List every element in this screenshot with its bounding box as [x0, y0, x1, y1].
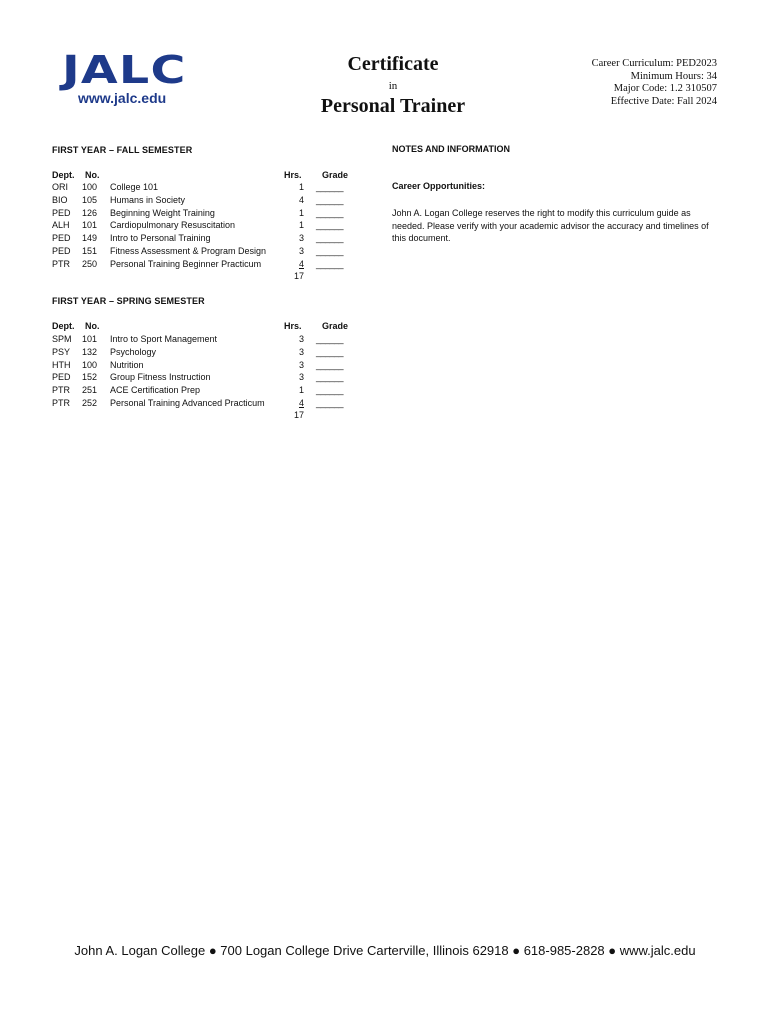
- course-grade-blank: ______: [316, 346, 344, 357]
- course-dept: PTR: [52, 258, 70, 269]
- course-row: [52, 219, 372, 232]
- course-number: 149: [82, 233, 98, 244]
- course-dept: ALH: [52, 220, 70, 231]
- footer-contact: John A. Logan College ● 700 Logan College Drive Carterville, Illinois 62918 ● 618-985-2828 ● www.jalc.edu: [74, 943, 696, 958]
- course-grade-blank: ______: [316, 398, 344, 408]
- course-hours: 1: [298, 385, 304, 396]
- logo-url: www.jalc.edu: [78, 90, 167, 106]
- course-row: [52, 181, 372, 194]
- course-grade-blank: ______: [316, 372, 344, 383]
- fall-total-hours: 17: [293, 271, 304, 281]
- course-dept: PED: [52, 207, 71, 218]
- course-grade-blank: ______: [316, 233, 344, 244]
- course-hours: 4: [298, 194, 304, 205]
- course-hours: 1: [298, 182, 304, 192]
- course-number: 250: [82, 258, 98, 269]
- meta-effective-date: Effective Date: Fall 2024: [610, 95, 717, 107]
- course-title: Beginning Weight Training: [110, 207, 215, 218]
- course-dept: PED: [52, 233, 71, 244]
- course-row: [52, 245, 372, 258]
- course-hours: 3: [298, 334, 304, 344]
- col-no: No.: [85, 170, 100, 180]
- course-title: Personal Training Advanced Practicum: [110, 398, 265, 408]
- course-grade-blank: ______: [316, 207, 344, 218]
- title-program: Personal Trainer: [320, 95, 466, 117]
- course-number: 152: [82, 372, 98, 383]
- meta-min-hours: Minimum Hours: 34: [630, 70, 717, 82]
- course-title: Cardiopulmonary Resuscitation: [110, 220, 236, 231]
- course-title: Fitness Assessment & Program Design: [110, 246, 267, 256]
- course-hours: 3: [298, 372, 304, 383]
- course-dept: SPM: [52, 334, 72, 344]
- course-grade-blank: ______: [316, 220, 344, 231]
- col-no: No.: [85, 321, 100, 331]
- disclaimer-text: John A. Logan College reserves the right to modify this curriculum guide as needed. Please verify with your academic advisor the accuracy and timelines of this document.: [392, 208, 709, 243]
- col-dept: Dept.: [52, 170, 75, 180]
- course-row: [52, 359, 372, 372]
- course-number: 101: [82, 220, 98, 231]
- course-grade-blank: ______: [316, 194, 344, 205]
- course-number: 252: [82, 398, 98, 408]
- course-number: 251: [82, 385, 98, 396]
- course-number: 126: [82, 207, 98, 218]
- course-grade-blank: ______: [316, 246, 344, 256]
- course-grade-blank: ______: [316, 258, 344, 269]
- title-in: in: [388, 80, 398, 92]
- course-hours: 3: [298, 233, 304, 244]
- meta-curriculum: Career Curriculum: PED2023: [591, 58, 717, 69]
- course-title: Psychology: [110, 346, 157, 357]
- course-grade-blank: ______: [316, 385, 344, 396]
- spring-total-hours: 17: [293, 410, 304, 420]
- course-dept: BIO: [52, 194, 68, 205]
- logo-wordmark: JALC: [62, 48, 187, 92]
- notes-heading: NOTES AND INFORMATION: [392, 144, 510, 154]
- course-grade-blank: ______: [316, 359, 344, 370]
- course-title: Nutrition: [110, 359, 144, 370]
- course-number: 101: [82, 334, 98, 344]
- course-dept: ORI: [52, 182, 69, 192]
- course-hours: 1: [298, 207, 304, 218]
- course-title: College 101: [110, 182, 159, 192]
- col-grade: Grade: [322, 170, 349, 180]
- course-title: Personal Training Beginner Practicum: [110, 258, 262, 269]
- course-hours: 4: [298, 398, 304, 408]
- course-title: Group Fitness Instruction: [110, 372, 211, 383]
- course-title: Intro to Personal Training: [110, 233, 211, 244]
- title-certificate: Certificate: [347, 53, 439, 75]
- col-hrs: Hrs.: [284, 321, 302, 331]
- course-row: [52, 384, 372, 397]
- course-number: 100: [82, 182, 98, 192]
- jalc-logo: [62, 48, 187, 106]
- course-title: Humans in Society: [110, 194, 186, 205]
- meta-major-code: Major Code: 1.2 310507: [613, 83, 717, 94]
- course-row: [52, 333, 372, 346]
- course-dept: PED: [52, 246, 71, 256]
- col-hrs: Hrs.: [284, 170, 302, 180]
- document-title: [300, 52, 486, 118]
- fall-semester-heading: FIRST YEAR – FALL SEMESTER: [52, 145, 193, 155]
- course-hours: 3: [298, 359, 304, 370]
- course-row: [52, 207, 372, 220]
- course-dept: PTR: [52, 398, 70, 408]
- course-row: [52, 397, 372, 410]
- course-row: [52, 346, 372, 359]
- career-opportunities-label: Career Opportunities:: [392, 181, 486, 191]
- course-dept: PSY: [52, 346, 71, 357]
- course-title: ACE Certification Prep: [110, 385, 201, 396]
- course-number: 105: [82, 194, 98, 205]
- spring-semester-heading: FIRST YEAR – SPRING SEMESTER: [52, 296, 205, 306]
- course-dept: PTR: [52, 385, 70, 396]
- curriculum-meta: [592, 58, 717, 108]
- course-row: [52, 194, 372, 207]
- course-hours: 1: [298, 220, 304, 231]
- course-hours: 3: [298, 346, 304, 357]
- course-row: [52, 371, 372, 384]
- course-number: 132: [82, 346, 98, 357]
- course-grade-blank: ______: [316, 182, 344, 192]
- course-row: [52, 232, 372, 245]
- course-row: [52, 258, 372, 271]
- course-number: 100: [82, 359, 98, 370]
- col-grade: Grade: [322, 321, 349, 331]
- course-dept: PED: [52, 372, 71, 383]
- course-hours: 4: [298, 258, 304, 269]
- course-title: Intro to Sport Management: [110, 334, 218, 344]
- course-dept: HTH: [52, 359, 71, 370]
- course-grade-blank: ______: [316, 334, 344, 344]
- col-dept: Dept.: [52, 321, 75, 331]
- course-number: 151: [82, 246, 98, 256]
- course-hours: 3: [298, 246, 304, 256]
